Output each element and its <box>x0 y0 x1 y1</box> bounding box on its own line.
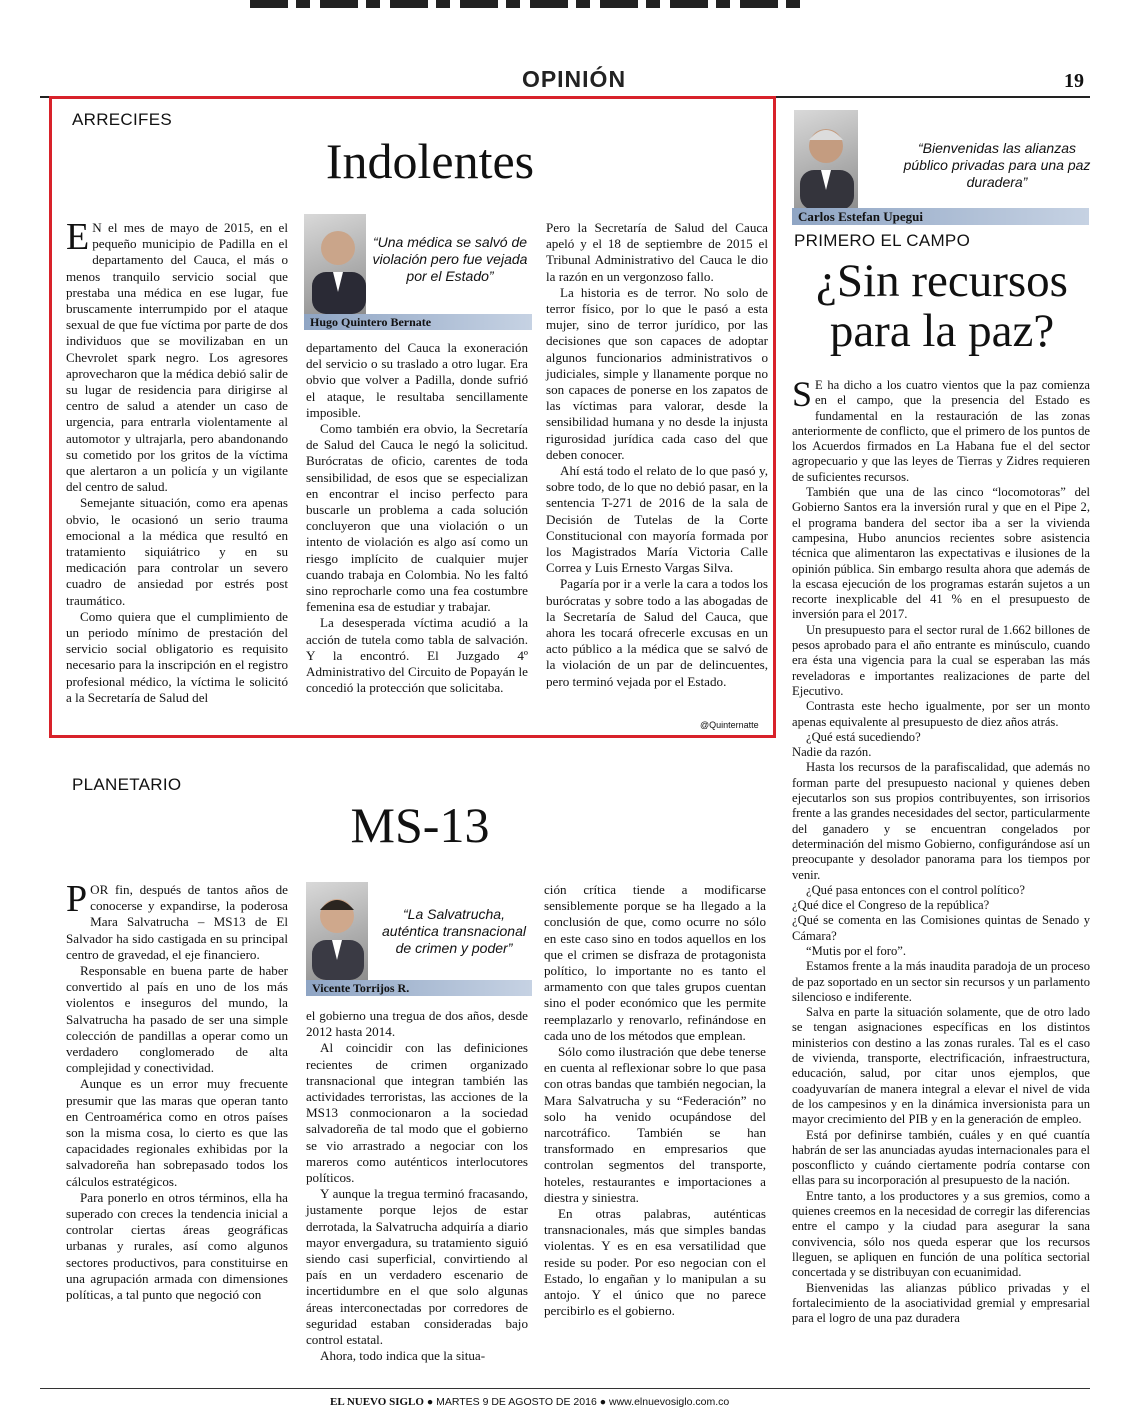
page-number: 19 <box>1064 70 1084 92</box>
paragraph: Ahora, todo indica que la situa- <box>320 1348 486 1364</box>
author-photo <box>306 882 368 980</box>
footer-url: www.elnuevosiglo.com.co <box>608 1396 730 1408</box>
paragraph: Para ponerlo en otros términos, ella ha superado con creces la tendencia inicial a controlar ciertas áreas geográficas urbanas y rurales, así como algunos sectores productivos, para constituirse en una agrupación armada con dimensiones políticas, a tal punto que negoció con <box>66 1189 288 1303</box>
article2-author-name: Carlos Estefan Upegui <box>792 208 1089 225</box>
paragraph: POR fin, después de tantos años de conocerse y expandirse, la poderosa Mara Salvatrucha – MS13 de El Salvador ha sido castigada en su principal centro de gravedad, el eje financiero. <box>66 878 288 962</box>
paragraph: ción crítica tiende a modificarse sensiblemente porque se ha llegado a la conclusión de que, como ocurre no sólo en este caso sino en todos aquellos en los que el crimen se disfraza de protagonista político, lo importante no es tanto el armamento con que tales grupos cuentan sino el poder económico que les permite reemplazarlo y renovarlo, refinándose en cada uno de los métodos que emplean. <box>544 882 766 1043</box>
paragraph: “Mutis por el foro”. <box>806 943 907 958</box>
paragraph: Bienvenidas las alianzas público privadas y el fortalecimiento de la asociatividad gremial y empresarial para el logro de una paz duradera <box>792 1280 1090 1326</box>
article3-author-box <box>306 882 532 998</box>
author-photo <box>304 214 366 314</box>
article1-rubric: ARRECIFES <box>72 110 172 129</box>
page-footer <box>330 1396 729 1408</box>
paragraph: Entre tanto, a los productores y a sus gremios, como a quienes creemos en la necesidad de corregir las diferencias entre el campo y la ciudad para asegurar la sana convivencia, sólo nos queda esperar que los recursos lleguen, se apliquen en función de una política sectorial concertada y se distribuyan con ecuanimidad. <box>792 1188 1090 1280</box>
paragraph: Está por definirse también, cuáles y en qué cuantía habrán de ser las anunciadas ayudas internacionales para el posconflicto y cuándo ciertamente podría contarse con ellas para su incorporación al presupuesto de la nación. <box>792 1127 1090 1188</box>
article2-headline: ¿Sin recursos para la paz? <box>816 255 1068 357</box>
article3-rubric: PLANETARIO <box>72 775 182 794</box>
bullet-icon: ● <box>426 1396 437 1408</box>
article3-author-name: Vicente Torrijos R. <box>306 980 532 996</box>
paragraph: La desesperada víctima acudió a la acción de tutela como tabla de salvación. Y la encontró. El Juzgado 4º Administrativo del Circuito de Popayán le concedió la protección que solicitaba. <box>306 615 528 696</box>
article3-column-3 <box>544 882 766 1319</box>
article1-column-1 <box>66 216 288 706</box>
paragraph: Sólo como ilustración que debe tenerse en cuenta al reflexionar sobre lo que pasa con otras bandas que también negocian, la Mara Salvatrucha y su “Federación” no solo ha venido ocupándose del narcotráfico. También se han transformado en empresarios que controlan segmentos del transporte, hoteles, restaurantes e importaciones a diestra y siniestra. <box>544 1044 766 1205</box>
paragraph: Y aunque la tregua terminó fracasando, justamente porque lejos de estar derrotada, la Salvatrucha adquiría a diario mayor envergadura, su tratamiento siguió siendo casi superficial, convirtiendo al país en un verdadero escenario de incertidumbre en el que solo algunas áreas interconectadas por corredores de seguridad estaban consideradas bajo control estatal. <box>306 1186 528 1348</box>
newspaper-brand: EL NUEVO SIGLO <box>330 1396 424 1408</box>
drop-cap: P <box>66 878 88 920</box>
article1-column-3 <box>546 220 768 690</box>
article2-author-box <box>792 110 1092 226</box>
paragraph: Aunque es un error muy frecuente presumir que las maras que operan tanto en Centroamérica como en otros países son la misma cosa, lo cierto es que las capacidades regionales exhibidas por la salvadoreña han sobrepasado todos los cálculos estratégicos. <box>66 1076 288 1189</box>
paragraph: Al coincidir con las definiciones recientes de crimen organizado transnacional que integran también las actividades terroristas, las acciones de la MS13 conmocionaron a la sociedad salvadoreña de tal modo que el gobierno se vio arrastrado a negociar con los mareros como auténticos interlocutores políticos. <box>306 1040 528 1186</box>
paragraph: Estamos frente a la más inaudita paradoja de un proceso de paz soportado en un sector sin recursos y un parlamento silencioso e indiferente. <box>792 959 1090 1004</box>
article1-column-2 <box>306 340 528 696</box>
footer-rule <box>40 1388 1090 1389</box>
paragraph: Contrasta este hecho igualmente, por ser un monto apenas equivalente al presupuesto de diez años atrás. <box>792 699 1090 729</box>
article1-twitter-handle: @Quinternatte <box>700 720 759 730</box>
paragraph: el gobierno una tregua de dos años, desde 2012 hasta 2014. <box>306 1008 528 1040</box>
article1-pull-quote: “Una médica se salvó de violación pero fue vejada por el Estado” <box>372 234 528 284</box>
bullet-icon: ● <box>599 1396 609 1408</box>
article3-headline: MS-13 <box>350 797 490 853</box>
article2-pull-quote: “Bienvenidas las alianzas público privadas para una paz duradera” <box>903 140 1091 190</box>
paragraph: ¿Qué pasa entonces con el control político? <box>806 882 1025 897</box>
paragraph: Nadie da razón. <box>792 745 872 760</box>
paragraph: S E ha dicho a los cuatro vientos que la paz comienza en el campo, que la presencia del Estado es fundamental en la restauración de las zonas anteriormente de conflicto, que el primero de los puntos de los Acuerdos firmados en La Habana fue el del sector agropecuario y que las leyes de Tierras y Zidres requieren de suficientes recursos. <box>792 374 1090 484</box>
article3-pull-quote: “La Salvatrucha, auténtica transnacional de crimen y poder” <box>382 906 526 956</box>
paragraph: Ahí está todo el relato de lo que pasó y, sobre todo, de lo que no debió pasar, en la sentencia T-271 de 2016 de la sala de Decisión de Tutelas de la Corte Constitucional con mayoría formada por los Magistrados María Victoria Calle Correa y Luis Ernesto Vargas Silva. <box>546 463 768 576</box>
paragraph: departamento del Cauca la exoneración del servicio o su traslado a otro lugar. Era obvio que volver a Padilla, donde sufrió el ataque, le resultaba sencillamente imposible. <box>306 340 528 420</box>
paragraph: Hasta los recursos de la parafiscalidad, que además no forman parte del presupuesto nacional y quienes deben ejecutarlos son sus propios contribuyentes, son irrisorios frente a las grandes necesidades del sector, particularmente del ganadero y se encuentran congelados por determinación del mismo Gobierno, configurándose así un preocupante y desolador panorama para los tiempos por venir. <box>792 760 1090 882</box>
paragraph: Semejante situación, como era apenas obvio, le ocasionó un serio trauma emocional a la médica que resultó en tratamiento siquiátrico y en su medicación para controlar un severo cuadro de ansiedad por estrés post traumático. <box>66 495 288 608</box>
person-icon <box>794 110 858 210</box>
article1-author-box <box>304 214 532 330</box>
article1-author-name: Hugo Quintero Bernate <box>304 314 532 330</box>
article3-column-2 <box>306 1008 528 1364</box>
paragraph: Pero la Secretaría de Salud del Cauca apeló y el 18 de septiembre de 2015 el Tribunal Administrativo del Cauca le dio la razón en un vergonzoso fallo. <box>546 220 768 284</box>
paragraph: La historia es de terror. No solo de terror físico, por lo que le pasó a esta mujer, sino de terror jurídico, por las decisiones que son capaces de adoptar algunos funcionarios administrativos o judiciales, simple y llanamente porque no son capaces de ponerse en los zapatos de las víctimas para valorar, desde la sensibilidad humana y no desde la injusta rigurosidad jurídica cada caso del que deben conocer. <box>546 284 768 462</box>
paragraph: Pagaría por ir a verle la cara a todos los burócratas y sobre todo a las abogadas de la Secretaría de Salud del Cauca, que ahora les tocará ofrecerle excusas en un acto público a la médica que se salvó de la violación de un par de delincuentes, pero terminó vejada por el Estado. <box>546 576 768 689</box>
paragraph: ¿Qué está sucediendo? <box>806 729 921 744</box>
paragraph: También que una de las cinco “locomotoras” del Gobierno Santos era la inversión rural y que en el Pipe 2, el programa bandera del sector iba a ser la vivienda campesina, Hubo anuncios recientes sobre asistencia técnica que alimentaron las expectativas e ilusiones de la opinión pública. Sin embargo resulta ahora que además de la escasa ejecución de los programas estarán sujetos a un recorte inexplicable del 41 % en el presupuesto de inversión para el 2017. <box>792 485 1090 622</box>
article2-body <box>792 374 1090 1326</box>
paragraph: ¿Qué dice el Congreso de la república? <box>792 898 990 913</box>
section-title: OPINIÓN <box>521 66 627 92</box>
footer-date: MARTES 9 DE AGOSTO DE 2016 <box>436 1396 597 1408</box>
drop-cap: S <box>792 374 813 414</box>
paragraph: Un presupuesto para el sector rural de 1.662 billones de pesos aprobado para el año entrante es minúsculo, cuando era ésta una vigencia para la cual se esperaban las más reveladoras e importantes realizaciones de parte del Ejecutivo. <box>792 622 1090 698</box>
person-icon <box>306 882 368 980</box>
article3-column-1 <box>66 878 288 1303</box>
paragraph: Como también era obvio, la Secretaría de Salud del Cauca le negó la solicitud. Burócratas de oficio, carentes de toda sensibilidad, de esos que se especializan en encontrar el inciso perfecto para buscarle un problema a cada solución concluyeron que una violación o un intento de violación es algo así como un riesgo implícito de cualquier mujer cuando trabaja en Colombia. No les faltó sino reprocharle como una fea costumbre femenina esa de estudiar y trabajar. <box>306 421 528 615</box>
person-icon <box>304 214 366 314</box>
article1-headline: Indolentes <box>325 133 535 189</box>
paragraph: Como quiera que el cumplimiento de un periodo mínimo de prestación del servicio social obligatorio es requisito necesario para la inscripción en el registro profesional médico, la víctima le solicitó a la Secretaría de Salud del <box>66 608 288 705</box>
paragraph: E N el mes de mayo de 2015, en el pequeño municipio de Padilla en el departamento del Cauca, el más o menos tranquilo servicio social que prestaba una médica en ese lugar, fue bruscamente interrumpido por el ataque sexual de que fue víctima por parte de dos individuos que se movilizaban en un Chevrolet spark negro. Los agresores aprovecharon que la médica debió salir de su lugar de residencia para dirigirse al centro de salud a atender un caso de urgencia, para entrarla violentamente al automotor y ultrajarla, pero abandonando su cometido por los gritos de la víctima que alertaron a un policía y un vigilante del centro de salud. <box>66 216 288 495</box>
article2-rubric: PRIMERO EL CAMPO <box>794 231 971 250</box>
paragraph: Salva en parte la situación solamente, que de otro lado se tengan asignaciones específicas en los distintos ministerios con destino a las zonas rurales. Tal es el caso de vivienda, transporte, electrificación, infraestructura, educación, salud, por citar unos ejemplos, que coadyuvarían de manera integral a elevar el nivel de vida de los campesinos y en la dinámica inversionista para un mayor crecimiento del PIB y en la generación de empleo. <box>792 1005 1090 1127</box>
paragraph: En otras palabras, auténticas transnacionales, más que simples bandas violentas. Y es en esa versatilidad que reside su poder. Por eso negocian con el Estado, lo engañan y lo manipulan a su antojo. Y el único que no parece percibirlo es el gobierno. <box>544 1206 766 1319</box>
drop-cap: E <box>66 216 90 258</box>
author-photo <box>794 110 858 210</box>
paragraph: ¿Qué se comenta en las Comisiones quintas de Senado y Cámara? <box>792 913 1090 943</box>
top-printer-marks <box>250 0 810 8</box>
paragraph: Responsable en buena parte de haber convertido al país en uno de los más violentos e inseguros del mundo, la Salvatrucha ha pasado de ser una simple colección de pandillas a operar como un verdadero conglomerado de alta complejidad y conectividad. <box>66 963 288 1076</box>
